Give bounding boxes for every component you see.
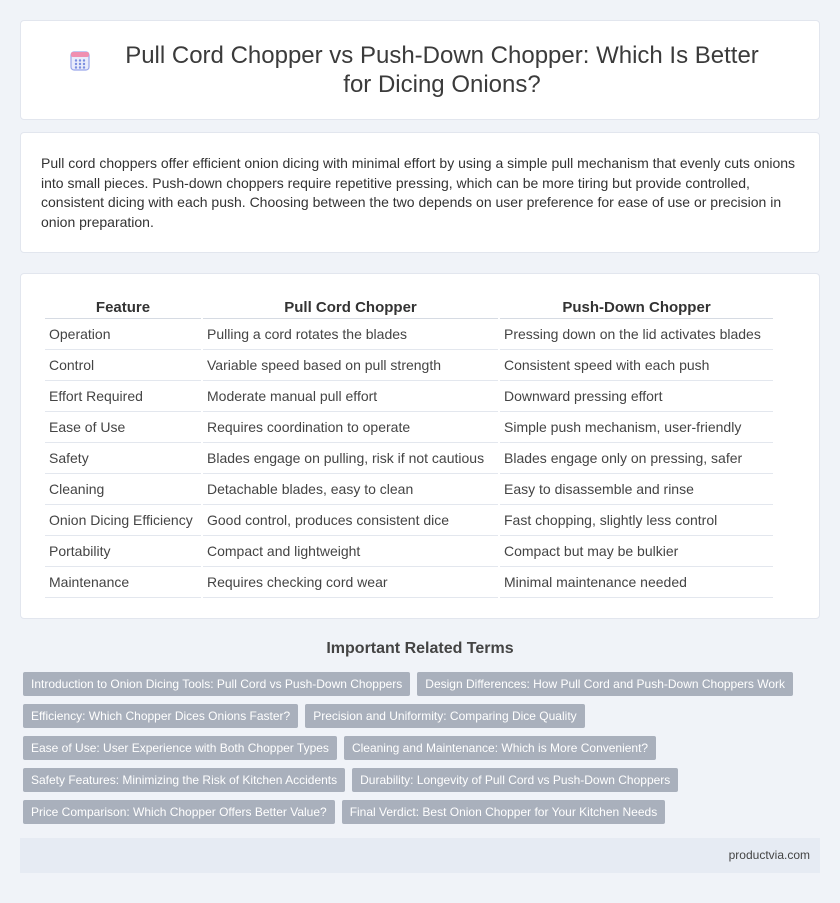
- page-title: Pull Cord Chopper vs Push-Down Chopper: Which Is Better for Dicing Onions?: [125, 42, 759, 98]
- cell-feature: Onion Dicing Efficiency: [45, 505, 201, 536]
- cell-push-down: Consistent speed with each push: [500, 350, 773, 381]
- cell-feature: Safety: [45, 443, 201, 474]
- cell-pull-cord: Compact and lightweight: [203, 536, 498, 567]
- cell-feature: Cleaning: [45, 474, 201, 505]
- table-row: [45, 319, 773, 350]
- cell-pull-cord: Requires checking cord wear: [203, 567, 498, 598]
- related-terms-tags: [23, 672, 823, 832]
- cell-feature: Portability: [45, 536, 201, 567]
- cell-push-down: Simple push mechanism, user-friendly: [500, 412, 773, 443]
- header-feature: Feature: [45, 297, 201, 319]
- calendar-grid-icon: [68, 49, 92, 73]
- intro-paragraph: Pull cord choppers offer efficient onion dicing with minimal effort by using a simple pull mechanism that evenly cuts onions into small pieces. Push-down choppers require repetitive pressing, which can be more tiring but provide controlled, consistent dicing with each push. Choosing between the two depends on user preference for ease of use or precision in onion preparation.: [41, 155, 796, 230]
- cell-pull-cord: Good control, produces consistent dice: [203, 505, 498, 536]
- header-pull-cord: Pull Cord Chopper: [203, 297, 498, 319]
- related-term-tag[interactable]: Efficiency: Which Chopper Dices Onions Faster?: [23, 704, 298, 728]
- cell-feature: Operation: [45, 319, 201, 350]
- cell-pull-cord: Pulling a cord rotates the blades: [203, 319, 498, 350]
- table-header-row: [45, 297, 773, 319]
- related-term-tag[interactable]: Design Differences: How Pull Cord and Push-Down Choppers Work: [417, 672, 793, 696]
- table-row: [45, 474, 773, 505]
- table-row: [45, 381, 773, 412]
- table-row: [45, 505, 773, 536]
- related-term-tag[interactable]: Final Verdict: Best Onion Chopper for Your Kitchen Needs: [342, 800, 666, 824]
- footer: [20, 838, 820, 873]
- related-term-tag[interactable]: Introduction to Onion Dicing Tools: Pull Cord vs Push-Down Choppers: [23, 672, 410, 696]
- cell-feature: Effort Required: [45, 381, 201, 412]
- table-row: [45, 443, 773, 474]
- related-terms-title: Important Related Terms: [326, 640, 514, 657]
- cell-push-down: Downward pressing effort: [500, 381, 773, 412]
- comparison-table: [43, 297, 775, 598]
- header-card: [20, 20, 820, 120]
- cell-pull-cord: Variable speed based on pull strength: [203, 350, 498, 381]
- cell-pull-cord: Requires coordination to operate: [203, 412, 498, 443]
- related-term-tag[interactable]: Price Comparison: Which Chopper Offers Better Value?: [23, 800, 335, 824]
- cell-push-down: Easy to disassemble and rinse: [500, 474, 773, 505]
- tag-row: [23, 800, 823, 824]
- related-term-tag[interactable]: Safety Features: Minimizing the Risk of Kitchen Accidents: [23, 768, 345, 792]
- cell-feature: Maintenance: [45, 567, 201, 598]
- tag-row: [23, 768, 823, 792]
- footer-site-link[interactable]: productvia.com: [728, 848, 810, 862]
- tag-row: [23, 704, 823, 728]
- tag-row: [23, 672, 823, 696]
- table-row: [45, 412, 773, 443]
- cell-pull-cord: Blades engage on pulling, risk if not cautious: [203, 443, 498, 474]
- cell-push-down: Fast chopping, slightly less control: [500, 505, 773, 536]
- related-term-tag[interactable]: Durability: Longevity of Pull Cord vs Push-Down Choppers: [352, 768, 678, 792]
- related-term-tag[interactable]: Cleaning and Maintenance: Which is More Convenient?: [344, 736, 656, 760]
- cell-push-down: Compact but may be bulkier: [500, 536, 773, 567]
- table-row: [45, 536, 773, 567]
- table-row: [45, 567, 773, 598]
- comparison-table-card: [20, 273, 820, 619]
- related-term-tag[interactable]: Ease of Use: User Experience with Both Chopper Types: [23, 736, 337, 760]
- cell-push-down: Blades engage only on pressing, safer: [500, 443, 773, 474]
- table-row: [45, 350, 773, 381]
- related-term-tag[interactable]: Precision and Uniformity: Comparing Dice Quality: [305, 704, 584, 728]
- cell-push-down: Minimal maintenance needed: [500, 567, 773, 598]
- cell-pull-cord: Moderate manual pull effort: [203, 381, 498, 412]
- tag-row: [23, 736, 823, 760]
- cell-feature: Ease of Use: [45, 412, 201, 443]
- cell-feature: Control: [45, 350, 201, 381]
- cell-pull-cord: Detachable blades, easy to clean: [203, 474, 498, 505]
- cell-push-down: Pressing down on the lid activates blades: [500, 319, 773, 350]
- header-push-down: Push-Down Chopper: [500, 297, 773, 319]
- intro-card: [20, 132, 820, 253]
- header-inner: [68, 41, 772, 99]
